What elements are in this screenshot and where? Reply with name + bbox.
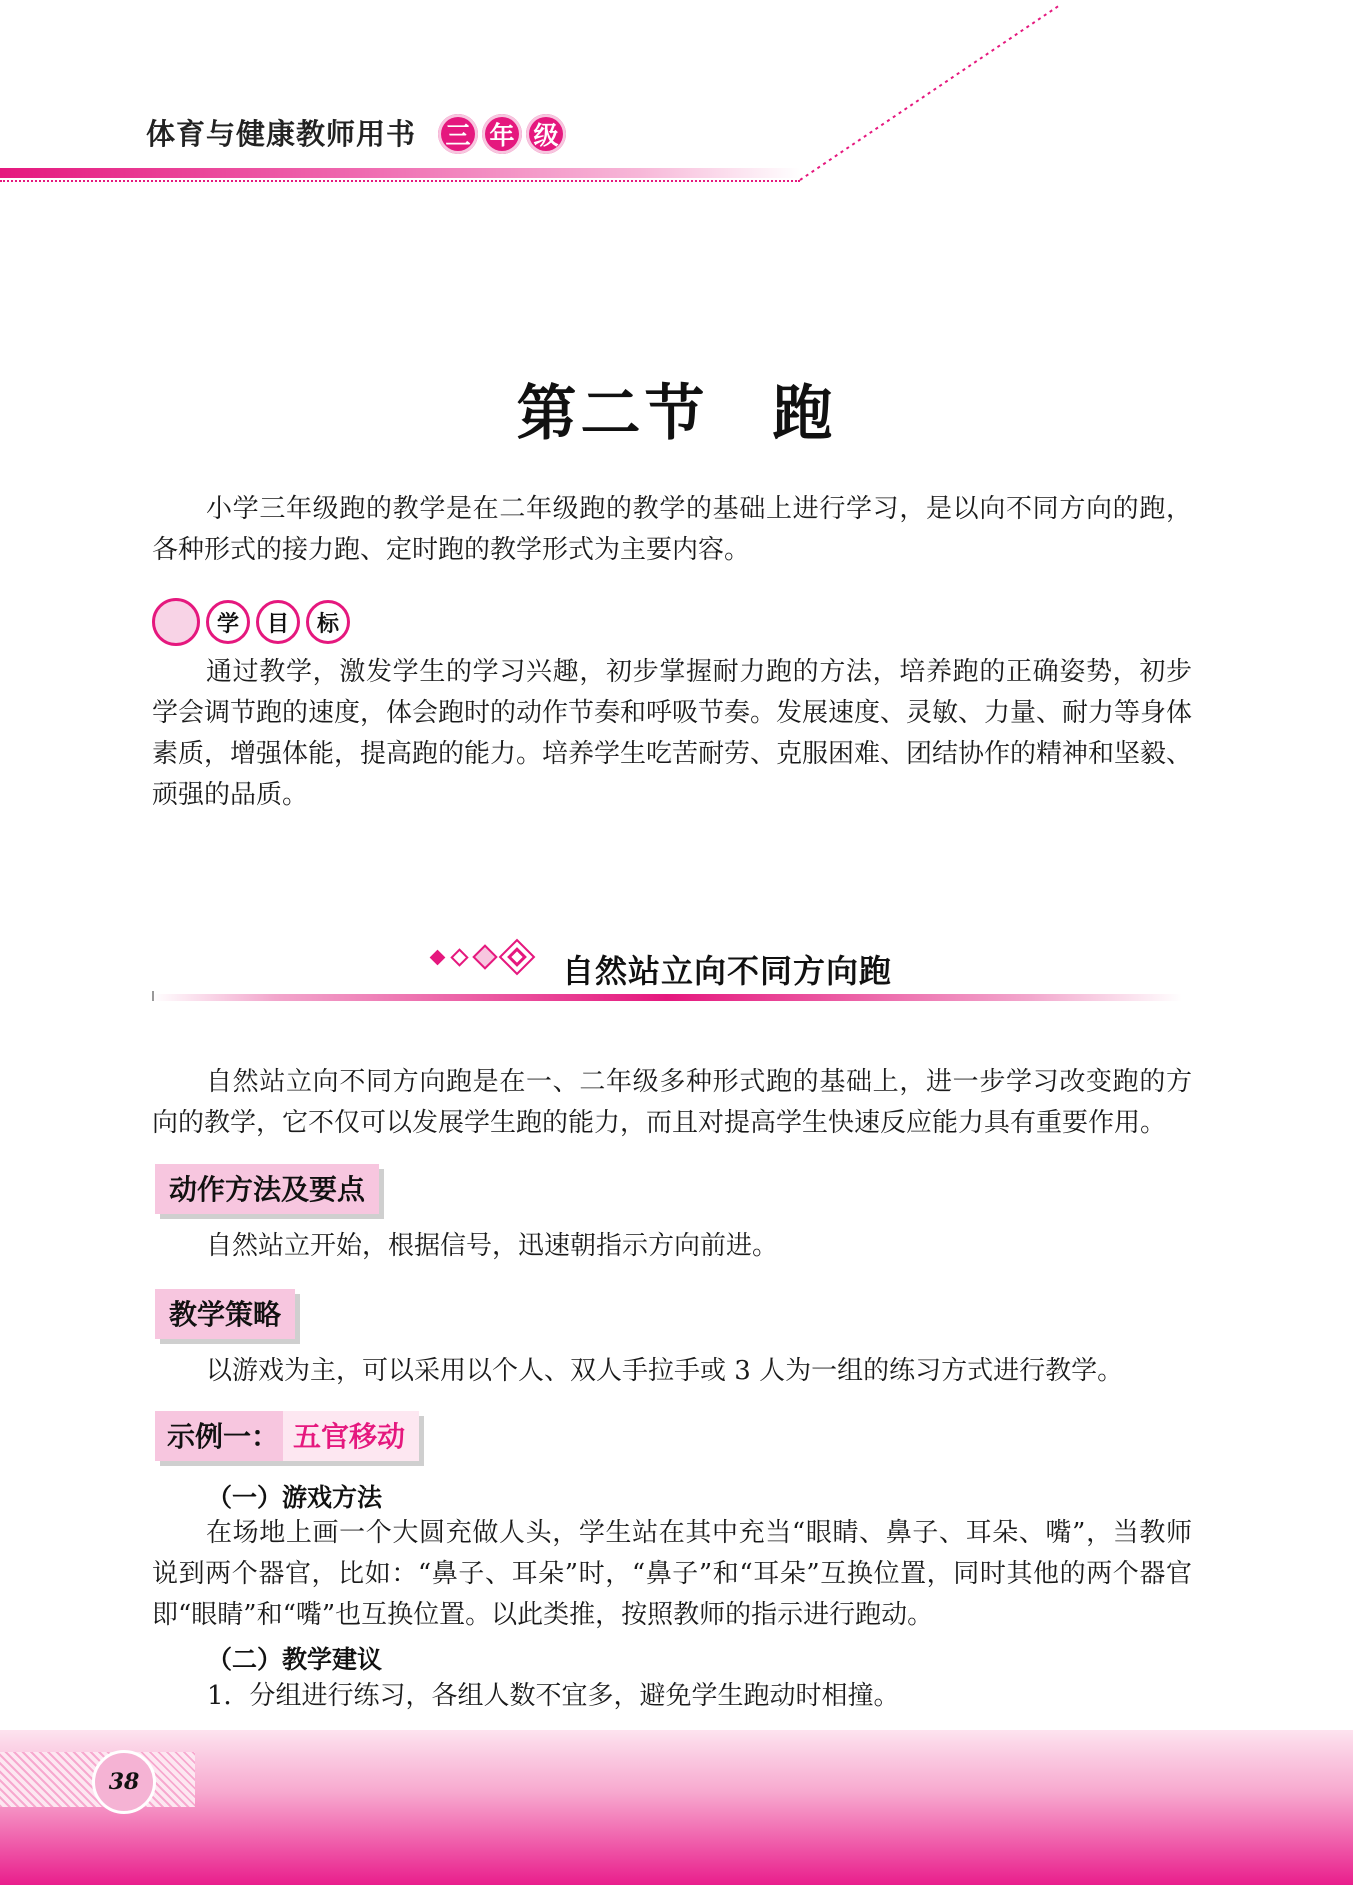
- footer-band: [0, 1730, 1353, 1885]
- badge-char: 学: [206, 600, 250, 644]
- suggest-item: 1．分组进行练习，各组人数不宜多，避免学生跑动时相撞。: [207, 1681, 900, 1711]
- method-section: [152, 1226, 1192, 1267]
- game-method-text: 在场地上画一个大圆充做人头，学生站在其中充当“眼睛、鼻子、耳朵、嘴”，当教师说到两个器官，比如：“鼻子、耳朵”时，“鼻子”和“耳朵”互换位置，同时其他的两个器官即“眼睛”和“嘴”也互换位置。以此类推，按照教师的指示进行跑动。: [152, 1518, 1192, 1630]
- subsection-intro-paragraph: 自然站立向不同方向跑是在一、二年级多种形式跑的基础上，进一步学习改变跑的方向的教学，它不仅可以发展学生跑的能力，而且对提高学生快速反应能力具有重要作用。: [152, 1067, 1192, 1138]
- section-topic: 跑: [772, 379, 837, 449]
- example-prefix: 示例一：: [167, 1420, 280, 1453]
- header-dotted-rule: [0, 180, 800, 182]
- grade-badge-group: [438, 114, 566, 154]
- diamond-icon: [430, 949, 446, 965]
- intro-paragraph: 小学三年级跑的教学是在二年级跑的教学的基础上进行学习，是以向不同方向的跑，各种形式的接力跑、定时跑的教学形式为主要内容。: [152, 494, 1192, 565]
- subsection-rule: [152, 994, 1182, 1001]
- suggest-heading: （二）教学建议: [207, 1645, 383, 1674]
- section-title: [0, 366, 1353, 452]
- badge-char: 目: [256, 600, 300, 644]
- strategy-text: 以游戏为主，可以采用以个人、双人手拉手或 3 人为一组的练习方式进行教学。: [206, 1356, 1124, 1386]
- subsection-intro: [152, 1062, 1192, 1144]
- diamond-icon: [450, 948, 468, 966]
- goals-section: [152, 652, 1192, 816]
- subsection-title: 自然站立向不同方向跑: [562, 952, 893, 990]
- strategy-label: 教学策略: [155, 1289, 295, 1339]
- method-text: 自然站立开始，根据信号，迅速朝指示方向前进。: [206, 1231, 779, 1261]
- diamond-decoration: [432, 944, 530, 970]
- learning-goals-badge: [152, 598, 350, 646]
- badge-blank-circle: [152, 598, 200, 646]
- grade-char: 年: [482, 114, 522, 154]
- section-number: 第二节: [516, 379, 709, 449]
- diamond-icon: [472, 944, 497, 969]
- header-diagonal-decoration: [790, 0, 1070, 185]
- method-label: 动作方法及要点: [155, 1164, 379, 1214]
- diamond-icon: [499, 939, 536, 976]
- badge-char: 标: [306, 600, 350, 644]
- example-header: [155, 1411, 419, 1461]
- book-title: 体育与健康教师用书: [146, 117, 417, 151]
- page-number: 38: [92, 1750, 156, 1814]
- section-intro: [152, 489, 1192, 571]
- grade-char: 三: [438, 114, 478, 154]
- example-name: 五官移动: [283, 1411, 419, 1461]
- grade-char: 级: [526, 114, 566, 154]
- header-rule: [0, 168, 800, 178]
- game-method-section: [152, 1513, 1192, 1636]
- game-method-heading: （一）游戏方法: [207, 1483, 383, 1512]
- goals-paragraph: 通过教学，激发学生的学习兴趣，初步掌握耐力跑的方法，培养跑的正确姿势，初步学会调节跑的速度，体会跑时的动作节奏和呼吸节奏。发展速度、灵敏、力量、耐力等身体素质，增强体能，提高跑的能力。培养学生吃苦耐劳、克服困难、团结协作的精神和坚毅、顽强的品质。: [152, 657, 1193, 810]
- strategy-section: [152, 1351, 1192, 1392]
